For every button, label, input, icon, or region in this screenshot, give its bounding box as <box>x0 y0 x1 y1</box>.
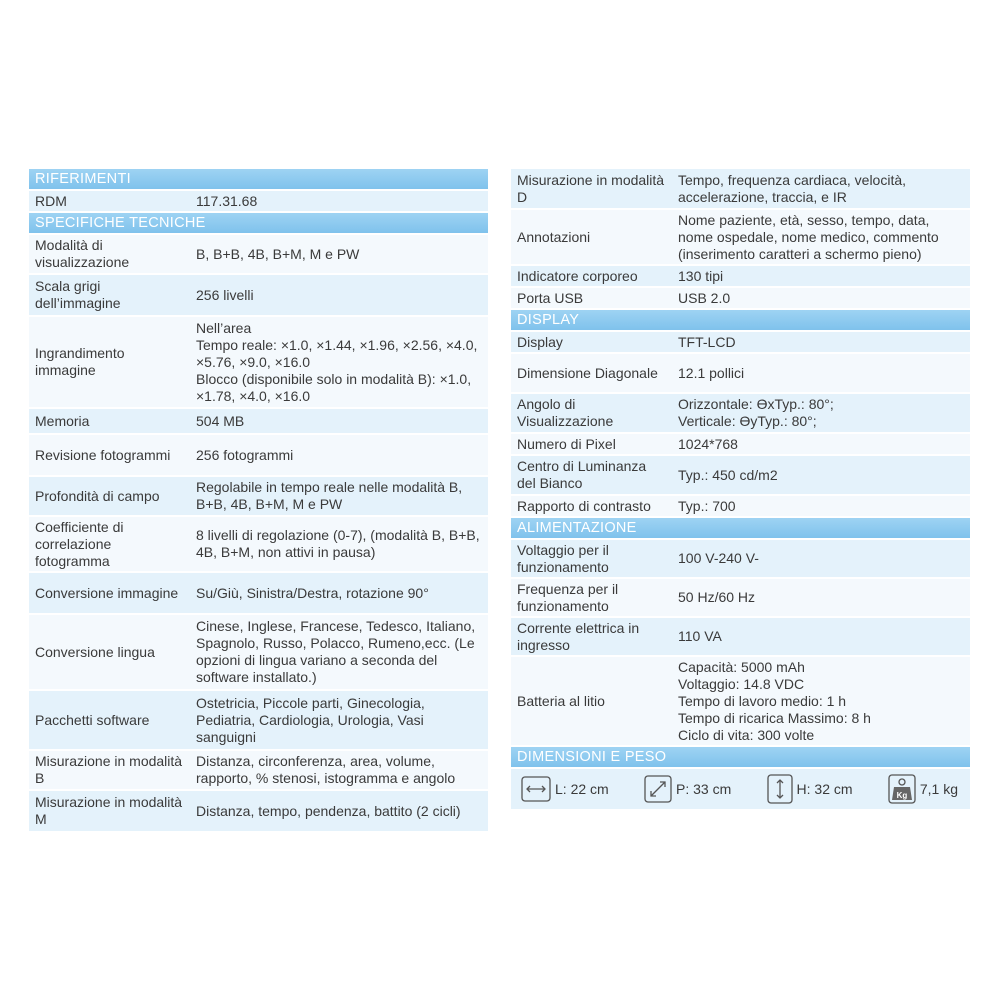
spec-value: 100 V-240 V- <box>678 550 759 566</box>
dimension-item <box>888 774 958 804</box>
spec-label: Conversione immagine <box>35 584 179 601</box>
spec-label: Conversione lingua <box>35 643 155 660</box>
spec-value: Regolabile in tempo reale nelle modalità B, B+B, 4B, B+M, M e PW <box>196 479 463 512</box>
spec-row-pacchetti-software <box>29 691 488 749</box>
spec-row-indicatore-corporeo <box>511 266 970 286</box>
section-header-alimentazione: ALIMENTAZIONE <box>511 518 970 538</box>
spec-label: Profondità di campo <box>35 487 160 504</box>
spec-value: Nome paziente, età, sesso, tempo, data, nome ospedale, nome medico, commento (inserimento caratteri a schermo pieno) <box>678 211 939 262</box>
spec-value: TFT-LCD <box>678 333 736 350</box>
spec-row-centro-di-luminanza-del-bianco <box>511 456 970 494</box>
width-arrows-icon <box>521 776 551 802</box>
spec-value: 50 Hz/60 Hz <box>678 589 756 605</box>
spec-label: Pacchetti software <box>35 711 150 728</box>
spec-value: 8 livelli di regolazione (0-7), (modalità B, B+B, 4B, B+M, non attivi in pausa) <box>196 527 480 560</box>
spec-label: Rapporto di contrasto <box>517 497 651 514</box>
dimension-item <box>521 776 609 802</box>
spec-value: Ostetricia, Piccole parti, Ginecologia, Pediatria, Cardiologia, Urologia, Vasi sanguigni <box>196 694 425 745</box>
spec-row-rapporto-di-contrasto <box>511 496 970 516</box>
spec-row-revisione-fotogrammi <box>29 435 488 475</box>
dimension-value: H: 32 cm <box>796 781 853 797</box>
spec-label: Memoria <box>35 412 90 429</box>
left-spec-column <box>29 169 488 833</box>
spec-value: Distanza, tempo, pendenza, battito (2 cicli) <box>196 802 461 819</box>
spec-row-misurazione-in-modalita-b <box>29 751 488 789</box>
spec-row-annotazioni <box>511 210 970 264</box>
spec-row-numero-di-pixel <box>511 434 970 454</box>
spec-label: Scala grigi dell’immagine <box>35 278 121 311</box>
spec-row-display <box>511 332 970 352</box>
spec-value: 504 MB <box>196 412 245 429</box>
spec-label: Angolo di Visualizzazione <box>517 396 614 429</box>
spec-label: Porta USB <box>517 289 584 306</box>
spec-value: Orizzontale: ϴxTyp.: 80°; Verticale: ϴyTyp.: 80°; <box>678 396 834 429</box>
dimension-value: P: 33 cm <box>676 781 732 797</box>
spec-row-coefficiente-di-correlazione-fotogramma <box>29 517 488 571</box>
spec-label: Voltaggio per il funzionamento <box>517 541 609 575</box>
dimensions-strip <box>511 769 970 809</box>
spec-value: Cinese, Inglese, Francese, Tedesco, Italiano, Spagnolo, Russo, Polacco, Rumeno,ecc. (Le opzioni di lingua variano a seconda del software installato.) <box>196 618 476 685</box>
dimension-item <box>644 775 731 803</box>
section-header-riferimenti: RIFERIMENTI <box>29 169 488 189</box>
dimension-item <box>767 774 853 804</box>
section-header-display: DISPLAY <box>511 310 970 330</box>
spec-row-modalita-di-visualizzazione <box>29 235 488 273</box>
spec-value: Capacità: 5000 mAh Voltaggio: 14.8 VDC Tempo di lavoro medio: 1 h Tempo di ricarica Massimo: 8 h Ciclo di vita: 300 volte <box>678 658 871 743</box>
right-spec-column <box>511 169 970 809</box>
spec-row-dimensione-diagonale <box>511 354 970 392</box>
spec-label: Coefficiente di correlazione fotogramma <box>35 518 124 569</box>
spec-row-frequenza-per-il-funzionamento <box>511 579 970 616</box>
spec-value: 256 livelli <box>196 286 254 303</box>
spec-value: USB 2.0 <box>678 289 731 306</box>
section-header-dimensioni-e-peso: DIMENSIONI E PESO <box>511 747 970 767</box>
spec-label: Misurazione in modalità D <box>517 171 665 205</box>
spec-row-corrente-elettrica-in-ingresso <box>511 618 970 655</box>
spec-label: Annotazioni <box>517 228 591 245</box>
spec-label: Ingrandimento immagine <box>35 345 125 378</box>
spec-row-batteria-al-litio <box>511 657 970 745</box>
spec-label: Indicatore corporeo <box>517 267 638 284</box>
dimension-value: 7,1 kg <box>919 781 958 797</box>
spec-label: RDM <box>35 192 67 209</box>
spec-label: Misurazione in modalità M <box>35 794 183 827</box>
dimension-value: L: 22 cm <box>555 781 609 797</box>
spec-label: Dimensione Diagonale <box>517 364 658 381</box>
section-header-specifiche-tecniche: SPECIFICHE TECNICHE <box>29 213 488 233</box>
spec-row-porta-usb <box>511 288 970 308</box>
depth-arrow-icon <box>644 775 672 803</box>
spec-value: Nell’area Tempo reale: ×1.0, ×1.44, ×1.96, ×2.56, ×4.0, ×5.76, ×9.0, ×16.0 Blocco (disponibile solo in modalità B): ×1.0, ×1.78, ×4.0, ×16.0 <box>196 319 478 404</box>
spec-label: Frequenza per il funzionamento <box>517 580 619 614</box>
spec-row-scala-grigi-dell-immagine <box>29 275 488 315</box>
spec-value: Tempo, frequenza cardiaca, velocità, accelerazione, traccia, e IR <box>678 171 907 205</box>
spec-row-misurazione-in-modalita-m <box>29 791 488 831</box>
spec-value: Typ.: 700 <box>678 497 736 514</box>
spec-value: Typ.: 450 cd/m2 <box>678 466 778 483</box>
spec-row-angolo-di-visualizzazione <box>511 394 970 432</box>
spec-value: B, B+B, 4B, B+M, M e PW <box>196 245 360 262</box>
spec-value: Su/Giù, Sinistra/Destra, rotazione 90° <box>196 584 429 601</box>
spec-row-ingrandimento-immagine <box>29 317 488 407</box>
spec-value: 256 fotogrammi <box>196 446 294 463</box>
spec-row-rdm <box>29 191 488 211</box>
spec-label: Batteria al litio <box>517 692 605 709</box>
height-arrows-icon <box>767 774 793 804</box>
spec-label: Display <box>517 333 563 350</box>
spec-row-profondita-di-campo <box>29 477 488 515</box>
spec-row-conversione-lingua <box>29 615 488 689</box>
svg-text:Kg: Kg <box>896 791 908 800</box>
spec-row-memoria <box>29 409 488 433</box>
spec-value: 110 VA <box>678 628 722 644</box>
spec-row-conversione-immagine <box>29 573 488 613</box>
spec-label: Revisione fotogrammi <box>35 446 171 463</box>
spec-label: Numero di Pixel <box>517 435 616 452</box>
spec-value: 117.31.68 <box>196 192 258 209</box>
spec-value: 12.1 pollici <box>678 364 745 381</box>
spec-value: 1024*768 <box>678 435 738 452</box>
spec-label: Modalità di visualizzazione <box>35 237 130 270</box>
spec-row-misurazione-in-modalita-d <box>511 169 970 208</box>
spec-label: Corrente elettrica in ingresso <box>517 619 640 653</box>
spec-row-voltaggio-per-il-funzionamento <box>511 540 970 577</box>
spec-value: 130 tipi <box>678 267 724 284</box>
weight-icon <box>888 774 916 804</box>
spec-label: Misurazione in modalità B <box>35 753 183 786</box>
spec-value: Distanza, circonferenza, area, volume, rapporto, % stenosi, istogramma e angolo <box>196 753 456 786</box>
spec-label: Centro di Luminanza del Bianco <box>517 458 647 491</box>
